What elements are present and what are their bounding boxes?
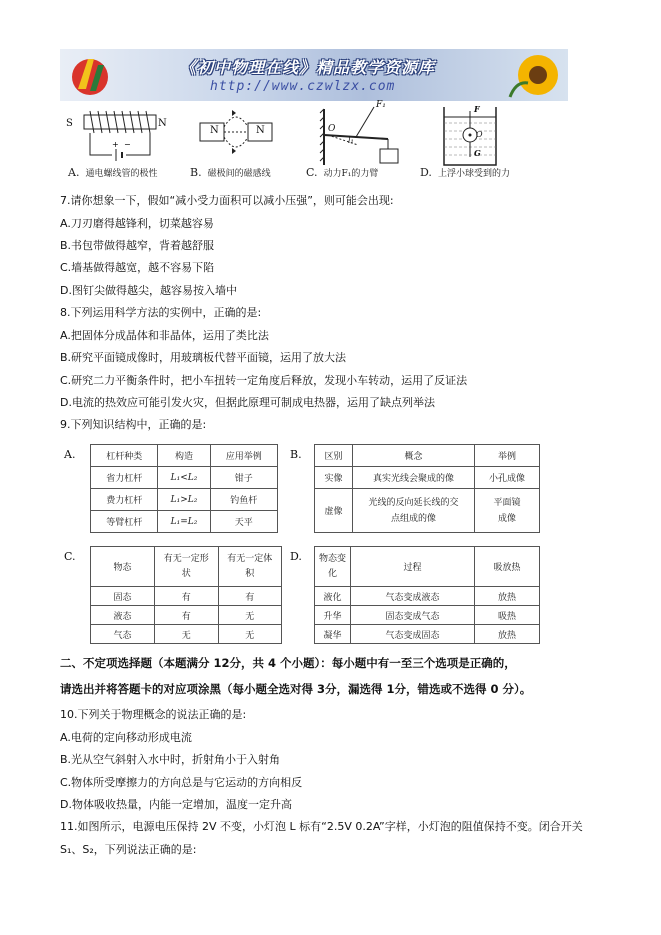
figure-b-magnets [196, 105, 276, 175]
q10-option-c: C.物体所受摩擦力的方向总是与它运动的方向相反 [60, 776, 303, 789]
table-a-label: A. [64, 448, 76, 461]
table-b-cell: 平面镜成像 [475, 489, 540, 533]
table-b-cell: 小孔成像 [475, 467, 540, 489]
table-c-cell: 液态 [91, 606, 155, 625]
q8-stem: 8.下列运用科学方法的实例中，正确的是: [60, 306, 262, 319]
table-b-cell: 实像 [315, 467, 353, 489]
figure-d-caption: D. 上浮小球受到的力 [420, 166, 510, 179]
table-c-cell: 有 [218, 587, 282, 606]
table-c-header: 有无一定形状 [155, 547, 219, 587]
table-d-label: D. [290, 550, 302, 563]
figure-c-lever [318, 105, 408, 175]
figure-c-o-label: O [328, 124, 336, 134]
table-d-header: 吸放热 [475, 547, 540, 587]
banner-title: 《初中物理在线》精品教学资源库 [180, 58, 436, 77]
q8-option-a: A.把固体分成晶体和非晶体，运用了类比法 [60, 329, 269, 342]
table-a-cell: 费力杠杆 [91, 489, 158, 511]
figure-a-caption: A. 通电螺线管的极性 [68, 166, 158, 179]
svg-text:+: + [112, 140, 119, 149]
q8-option-c: C.研究二力平衡条件时，把小车扭转一定角度后释放，发现小车转动，运用了反证法 [60, 374, 468, 387]
table-b-header: 区别 [315, 445, 353, 467]
table-c-cell: 有 [155, 606, 219, 625]
logo-icon [64, 51, 116, 99]
table-d-cell: 凝华 [315, 625, 351, 644]
table-c-cell: 气态 [91, 625, 155, 644]
table-a-cell: 等臂杠杆 [91, 511, 158, 533]
table-c [90, 546, 282, 644]
table-d-cell: 固态变成气态 [351, 606, 475, 625]
table-a-header: 应用举例 [210, 445, 277, 467]
q8-option-b: B.研究平面镜成像时，用玻璃板代替平面镜，运用了放大法 [60, 351, 347, 364]
section2-line2: 请选出并将答题卡的对应项涂黑（每小题全选对得 3分，漏选得 1分，错选或不选得 0 分）。 [60, 682, 532, 696]
table-a-header: 构造 [158, 445, 210, 467]
q10-option-a: A.电荷的定向移动形成电流 [60, 731, 192, 744]
svg-text:−: − [124, 140, 131, 149]
table-d-header: 过程 [351, 547, 475, 587]
figure-a-n-label: N [158, 118, 167, 129]
table-d-cell: 升华 [315, 606, 351, 625]
table-c-cell: 无 [218, 625, 282, 644]
q7-option-a: A.刀刃磨得越锋利，切菜越容易 [60, 217, 214, 230]
figure-d-beaker [440, 105, 500, 175]
table-d-cell: 气态变成液态 [351, 587, 475, 606]
q10-option-b: B.光从空气斜射入水中时，折射角小于入射角 [60, 753, 281, 766]
section2-line1: 二、不定项选择题（本题满分 12分，共 4 个小题）：每小题中有一至三个选项是正确的， [60, 656, 516, 670]
q8-option-d: D.电流的热效应可能引发火灾，但据此原理可制成电热器，运用了缺点列举法 [60, 396, 435, 409]
table-d-cell: 气态变成固态 [351, 625, 475, 644]
table-a [90, 444, 278, 533]
table-a-header: 杠杆种类 [91, 445, 158, 467]
table-c-cell: 有 [155, 587, 219, 606]
figure-d-g-label: G [474, 148, 481, 158]
table-d [314, 546, 540, 644]
q7-option-c: C.墙基做得越宽，越不容易下陷 [60, 261, 215, 274]
table-c-header: 有无一定体积 [218, 547, 282, 587]
sunflower-icon [502, 51, 562, 99]
table-c-cell: 固态 [91, 587, 155, 606]
table-b-header: 举例 [475, 445, 540, 467]
figure-c-l-label: l₁ [348, 136, 354, 145]
figure-b-n2-label: N [256, 125, 265, 136]
figure-b-caption: B. 磁极间的磁感线 [190, 166, 271, 179]
table-b-label: B. [290, 448, 302, 461]
q9-stem: 9.下列知识结构中，正确的是: [60, 418, 207, 431]
table-d-cell: 放热 [475, 625, 540, 644]
table-b [314, 444, 540, 533]
q10-stem: 10.下列关于物理概念的说法正确的是: [60, 708, 247, 721]
q7-option-d: D.图钉尖做得越尖，越容易按入墙中 [60, 284, 237, 297]
table-c-cell: 无 [155, 625, 219, 644]
table-a-cell: L₁=L₂ [158, 511, 210, 533]
figure-b-n1-label: N [210, 125, 219, 136]
table-b-header: 概念 [353, 445, 475, 467]
figure-c-f-label: F₁ [376, 100, 386, 110]
figure-d-f-label: F [474, 104, 480, 114]
table-a-cell: 钓鱼杆 [210, 489, 277, 511]
figure-a-solenoid [72, 105, 172, 175]
table-c-cell: 无 [218, 606, 282, 625]
q11-line2: S₁、S₂，下列说法正确的是: [60, 843, 197, 856]
figure-c-caption: C. 动力F₁的力臂 [306, 166, 379, 179]
header-banner [60, 49, 568, 101]
q7-option-b: B.书包带做得越窄，背着越舒服 [60, 239, 215, 252]
table-a-cell: L₁>L₂ [158, 489, 210, 511]
table-b-cell: 真实光线会聚成的像 [353, 467, 475, 489]
table-c-label: C. [64, 550, 76, 563]
table-d-cell: 吸热 [475, 606, 540, 625]
table-a-cell: 省力杠杆 [91, 467, 158, 489]
q11-line1: 11.如图所示，电源电压保持 2V 不变，小灯泡 L 标有“2.5V 0.2A”字样，小灯泡的阻值保持不变。闭合开关 [60, 820, 583, 833]
table-a-cell: L₁<L₂ [158, 467, 210, 489]
figure-d-o-label: O [476, 130, 483, 139]
table-d-cell: 放热 [475, 587, 540, 606]
table-a-cell: 天平 [210, 511, 277, 533]
figure-a-s-label: S [66, 118, 73, 129]
table-d-header: 物态变化 [315, 547, 351, 587]
q7-stem: 7.请你想象一下，假如“减小受力面积可以减小压强”，则可能会出现: [60, 194, 394, 207]
table-b-cell: 光线的反向延长线的交点组成的像 [353, 489, 475, 533]
table-b-cell: 虚像 [315, 489, 353, 533]
table-c-header: 物态 [91, 547, 155, 587]
q10-option-d: D.物体吸收热量，内能一定增加，温度一定升高 [60, 798, 292, 811]
table-d-cell: 液化 [315, 587, 351, 606]
table-a-cell: 钳子 [210, 467, 277, 489]
banner-url: http://www.czwlzx.com [210, 79, 396, 94]
